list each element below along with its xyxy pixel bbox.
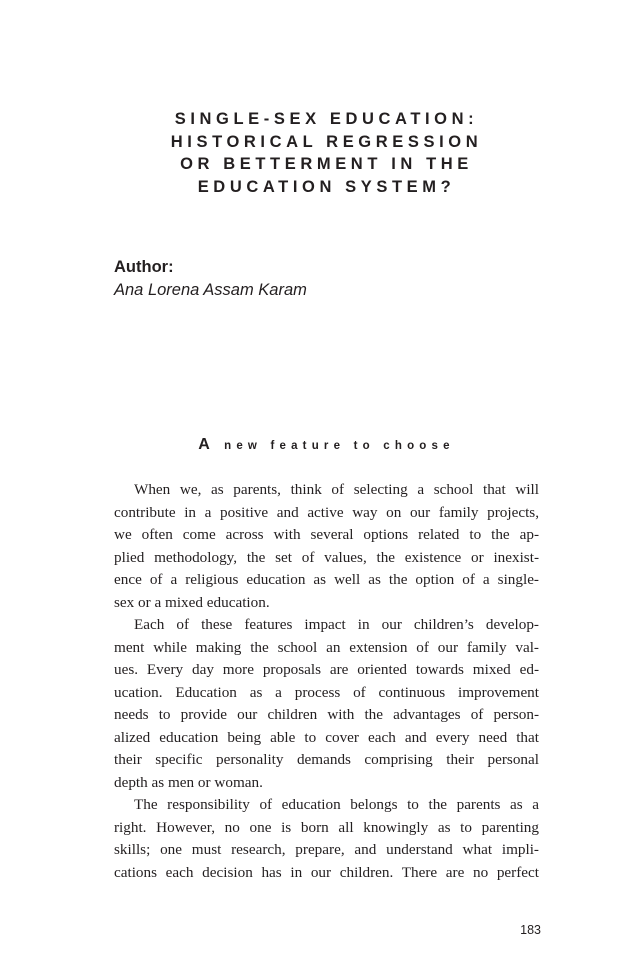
body-line: needs to provide our children with the advantages of person- <box>114 706 539 723</box>
section-heading <box>114 436 539 454</box>
body-text <box>114 479 539 884</box>
body-line: ment while making the school an extension of our family val- <box>114 638 539 656</box>
body-line: we often come across with several options related to the ap- <box>114 526 539 543</box>
title-line: SINGLE-SEX EDUCATION: <box>174 110 479 128</box>
author-name: Ana Lorena Assam Karam <box>114 281 307 299</box>
title-line: HISTORICAL REGRESSION <box>170 132 483 151</box>
section-heading-rest: new feature to choose <box>224 440 455 452</box>
body-line: their specific personality demands comprising their personal <box>114 751 539 768</box>
body-line: The responsibility of education belongs to the parents as a <box>134 796 539 813</box>
title-line: EDUCATION SYSTEM? <box>197 177 456 196</box>
page-number: 183 <box>520 923 541 937</box>
body-line: When we, as parents, think of selecting a school that will <box>134 481 539 498</box>
section-heading-initial: A <box>198 436 215 453</box>
body-line: plied methodology, the set of values, the existence or inexist- <box>114 548 539 566</box>
body-line: alized education being able to cover each and every need that <box>114 728 539 746</box>
page-title <box>114 108 539 198</box>
body-line: ues. Every day more proposals are oriented towards mixed ed- <box>114 661 539 678</box>
author-label: Author: <box>114 258 174 276</box>
body-line: right. However, no one is born all knowingly as to parenting <box>114 818 539 836</box>
body-line: sex or a mixed education. <box>114 593 270 611</box>
body-line: contribute in a positive and active way on our family projects, <box>114 503 539 521</box>
body-line: depth as men or woman. <box>114 773 263 791</box>
body-line: ucation. Education as a process of continuous improvement <box>114 683 539 701</box>
body-line: ence of a religious education as well as the option of a single- <box>114 571 539 588</box>
title-line: OR BETTERMENT IN THE <box>180 155 473 173</box>
body-line: skills; one must research, prepare, and understand what impli- <box>114 841 539 858</box>
body-line: Each of these features impact in our children’s develop- <box>134 616 539 633</box>
body-line: cations each decision has in our children. There are no perfect <box>114 863 539 881</box>
